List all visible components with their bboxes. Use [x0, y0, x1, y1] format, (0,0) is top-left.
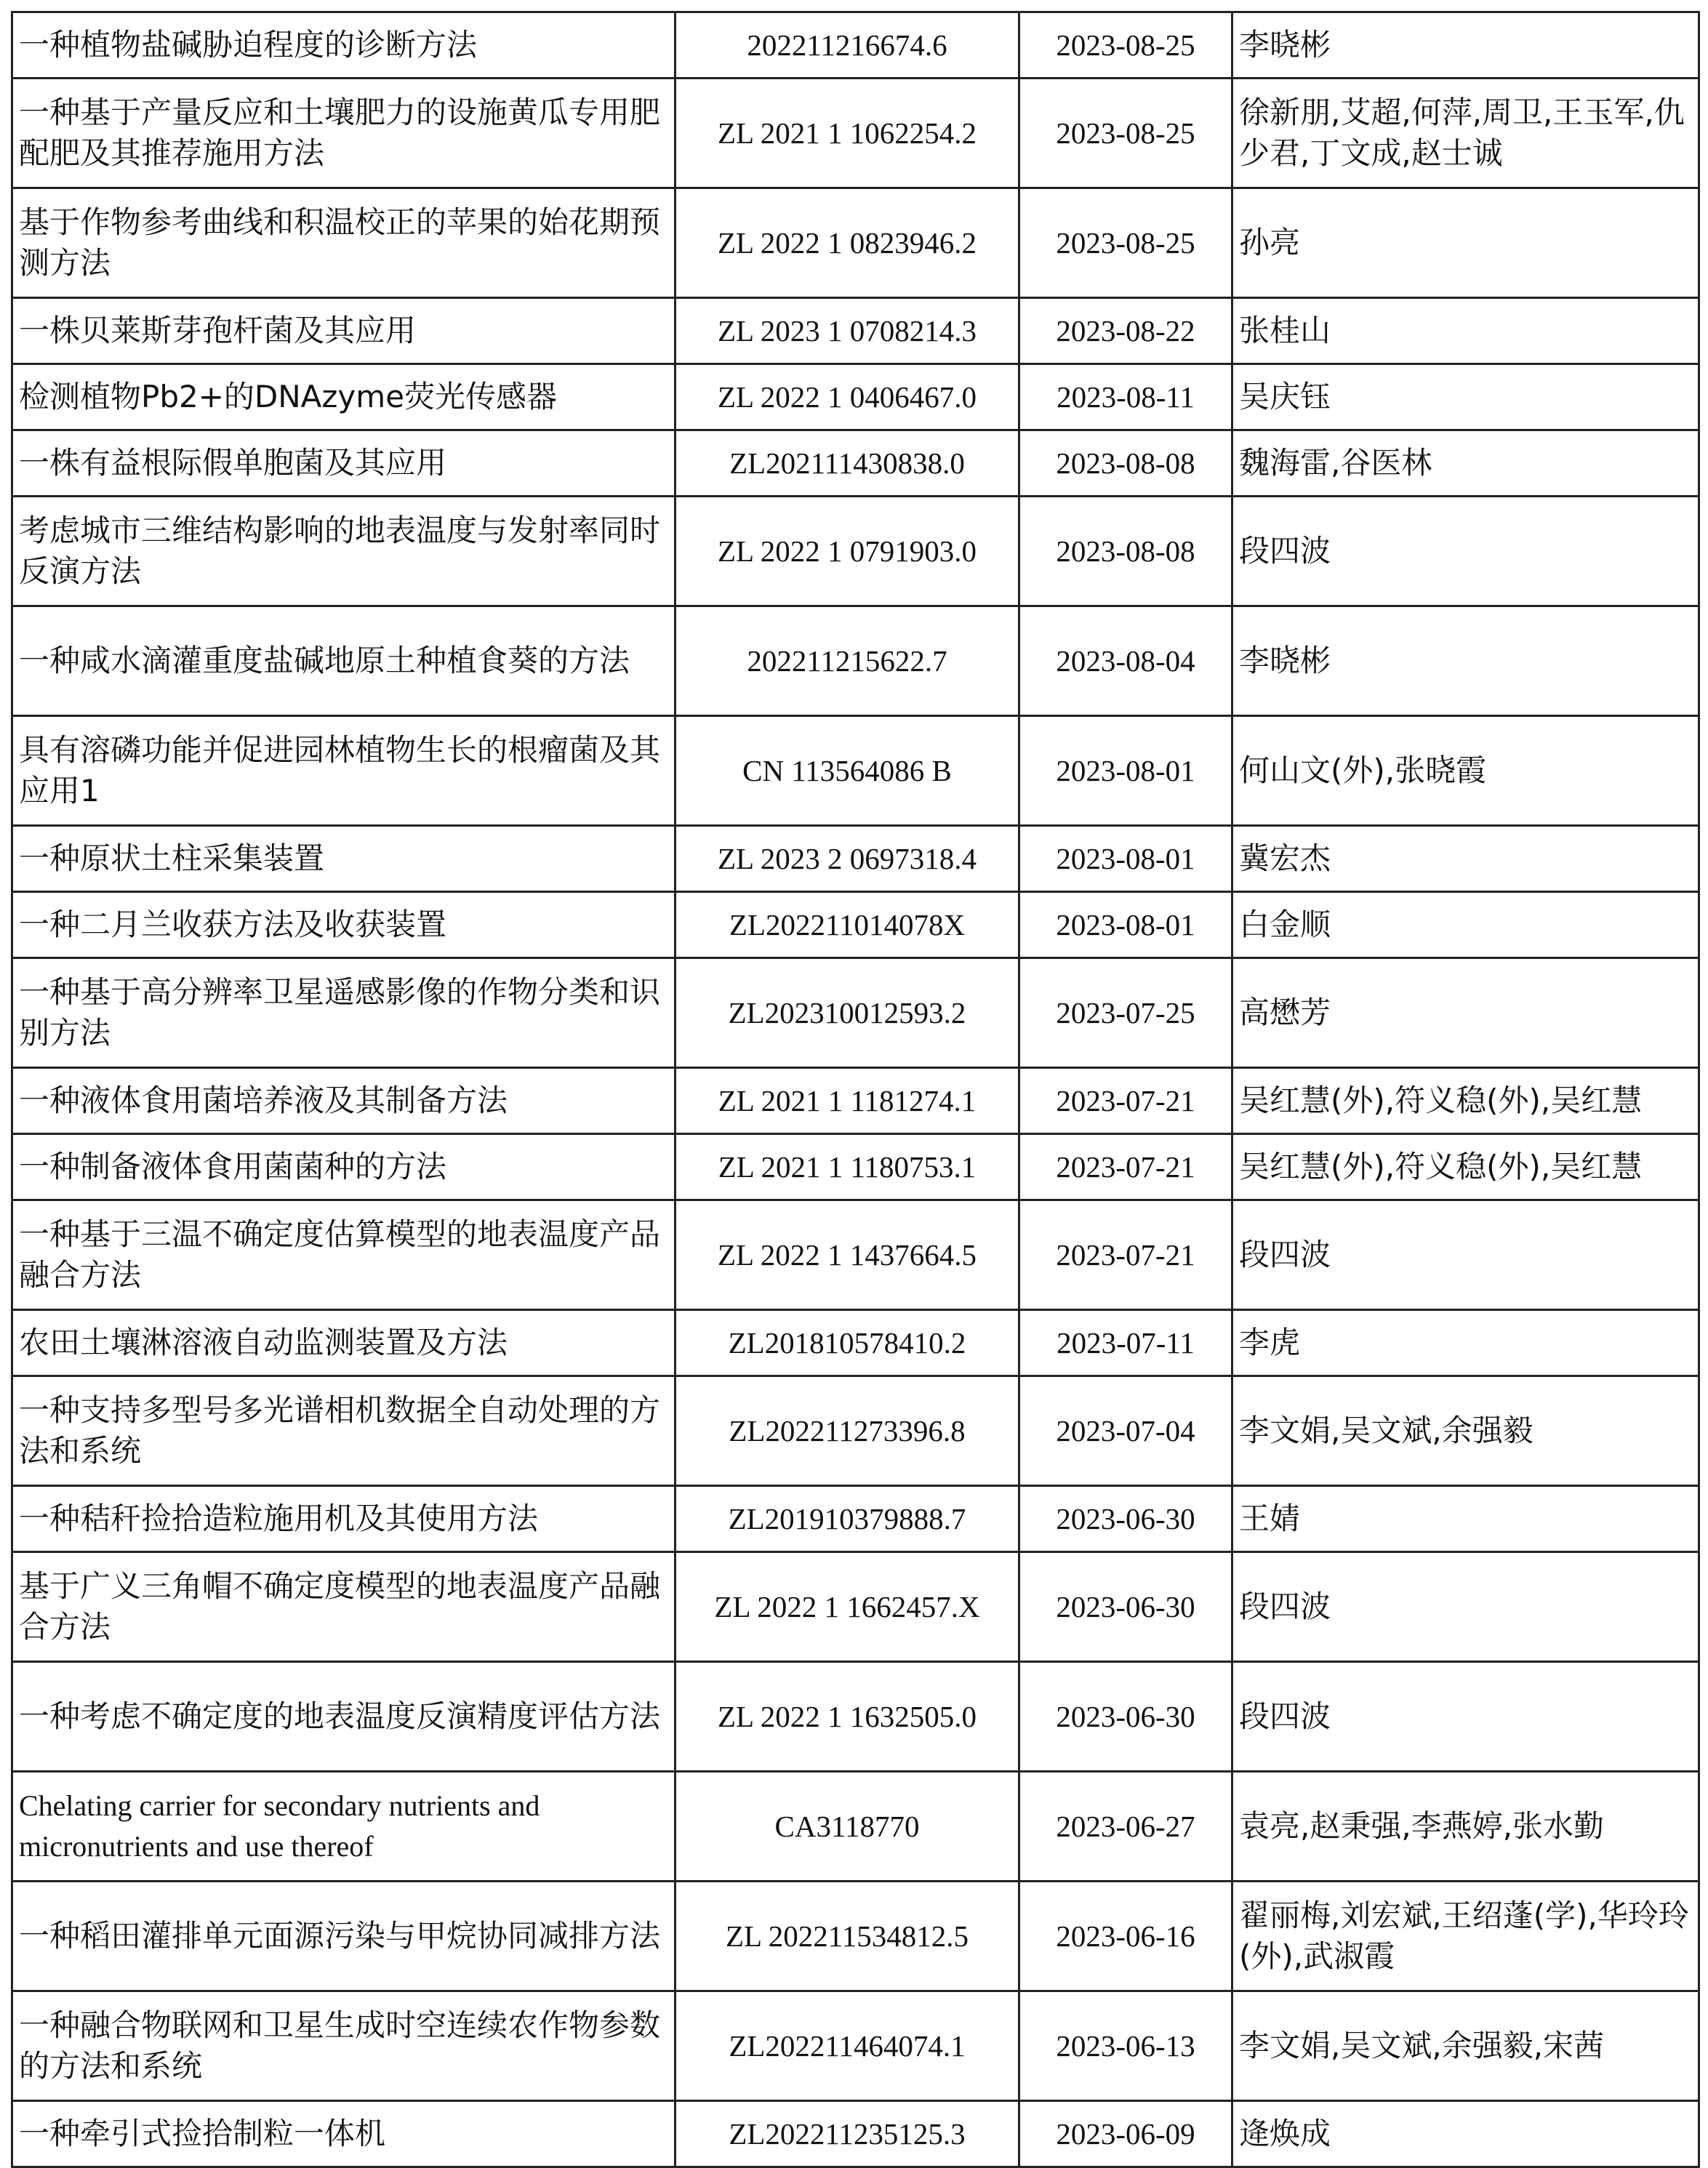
grant-date: 2023-06-30 — [1019, 1662, 1232, 1772]
grant-date: 2023-07-21 — [1019, 1200, 1232, 1310]
table-row — [12, 892, 1699, 958]
patent-number: ZL 2021 1 1062254.2 — [675, 79, 1019, 188]
patent-title: 一种植物盐碱胁迫程度的诊断方法 — [12, 12, 675, 79]
patent-title: 一种考虑不确定度的地表温度反演精度评估方法 — [12, 1662, 675, 1772]
inventors: 李虎 — [1232, 1310, 1699, 1376]
patent-title: 一种二月兰收获方法及收获装置 — [12, 892, 675, 958]
patent-number: ZL 2022 1 1632505.0 — [675, 1662, 1019, 1772]
table-row — [12, 1486, 1699, 1552]
table-row — [12, 1552, 1699, 1662]
patent-number: ZL 2022 1 0406467.0 — [675, 364, 1019, 430]
patent-number: CN 113564086 B — [675, 716, 1019, 826]
patent-title: 检测植物Pb2+的DNAzyme荧光传感器 — [12, 364, 675, 430]
inventors: 李文娟,吴文斌,余强毅,宋茜 — [1232, 1991, 1699, 2101]
grant-date: 2023-06-30 — [1019, 1486, 1232, 1552]
grant-date: 2023-08-08 — [1019, 497, 1232, 606]
patent-title: 一种基于产量反应和土壤肥力的设施黄瓜专用肥配肥及其推荐施用方法 — [12, 79, 675, 188]
grant-date: 2023-08-01 — [1019, 892, 1232, 958]
table-row — [12, 430, 1699, 497]
grant-date: 2023-08-01 — [1019, 716, 1232, 826]
table-row — [12, 2101, 1699, 2167]
inventors: 段四波 — [1232, 497, 1699, 606]
patent-title: 一种基于高分辨率卫星遥感影像的作物分类和识别方法 — [12, 958, 675, 1068]
inventors: 魏海雷,谷医林 — [1232, 430, 1699, 497]
patent-title: 考虑城市三维结构影响的地表温度与发射率同时反演方法 — [12, 497, 675, 606]
table-row — [12, 1772, 1699, 1882]
table-row — [12, 606, 1699, 716]
table-row — [12, 1662, 1699, 1772]
inventors: 李晓彬 — [1232, 12, 1699, 79]
grant-date: 2023-08-25 — [1019, 188, 1232, 298]
patent-title: 一种液体食用菌培养液及其制备方法 — [12, 1068, 675, 1134]
patent-title: 基于作物参考曲线和积温校正的苹果的始花期预测方法 — [12, 188, 675, 298]
patent-number: ZL202310012593.2 — [675, 958, 1019, 1068]
patent-title: 一株贝莱斯芽孢杆菌及其应用 — [12, 298, 675, 364]
grant-date: 2023-08-22 — [1019, 298, 1232, 364]
patent-title: 一种融合物联网和卫星生成时空连续农作物参数的方法和系统 — [12, 1991, 675, 2101]
patent-number: ZL201810578410.2 — [675, 1310, 1019, 1376]
inventors: 吴红慧(外),符义稳(外),吴红慧 — [1232, 1134, 1699, 1200]
table-row — [12, 958, 1699, 1068]
inventors: 冀宏杰 — [1232, 826, 1699, 892]
table-row — [12, 298, 1699, 364]
patent-number: ZL 2022 1 1437664.5 — [675, 1200, 1019, 1310]
inventors: 逄焕成 — [1232, 2101, 1699, 2167]
table-row — [12, 79, 1699, 188]
patent-number: 202211216674.6 — [675, 12, 1019, 79]
patent-number: 202211215622.7 — [675, 606, 1019, 716]
inventors: 段四波 — [1232, 1200, 1699, 1310]
patent-title: 基于广义三角帽不确定度模型的地表温度产品融合方法 — [12, 1552, 675, 1662]
patent-title: 一种咸水滴灌重度盐碱地原土种植食葵的方法 — [12, 606, 675, 716]
table-row — [12, 1068, 1699, 1134]
patent-number: ZL 2022 1 0791903.0 — [675, 497, 1019, 606]
patent-number: ZL 2022 1 1662457.X — [675, 1552, 1019, 1662]
inventors: 李文娟,吴文斌,余强毅 — [1232, 1376, 1699, 1486]
inventors: 张桂山 — [1232, 298, 1699, 364]
inventors: 段四波 — [1232, 1662, 1699, 1772]
patent-number: ZL 2021 1 1181274.1 — [675, 1068, 1019, 1134]
table-row — [12, 364, 1699, 430]
table-row — [12, 1310, 1699, 1376]
table-row — [12, 716, 1699, 826]
grant-date: 2023-08-25 — [1019, 79, 1232, 188]
patent-title: 一种牵引式捡拾制粒一体机 — [12, 2101, 675, 2167]
grant-date: 2023-06-30 — [1019, 1552, 1232, 1662]
grant-date: 2023-08-11 — [1019, 364, 1232, 430]
patent-number: ZL202211235125.3 — [675, 2101, 1019, 2167]
grant-date: 2023-08-08 — [1019, 430, 1232, 497]
patent-table — [11, 11, 1700, 2168]
inventors: 翟丽梅,刘宏斌,王绍蓬(学),华玲玲(外),武淑霞 — [1232, 1882, 1699, 1991]
grant-date: 2023-08-01 — [1019, 826, 1232, 892]
inventors: 徐新朋,艾超,何萍,周卫,王玉军,仇少君,丁文成,赵士诚 — [1232, 79, 1699, 188]
patent-number: ZL 2023 1 0708214.3 — [675, 298, 1019, 364]
patent-title: 农田土壤淋溶液自动监测装置及方法 — [12, 1310, 675, 1376]
patent-number: ZL202211273396.8 — [675, 1376, 1019, 1486]
patent-title: 一株有益根际假单胞菌及其应用 — [12, 430, 675, 497]
inventors: 何山文(外),张晓霞 — [1232, 716, 1699, 826]
table-row — [12, 1376, 1699, 1486]
patent-number: ZL201910379888.7 — [675, 1486, 1019, 1552]
patent-number: ZL 2023 2 0697318.4 — [675, 826, 1019, 892]
table-row — [12, 826, 1699, 892]
table-row — [12, 1991, 1699, 2101]
inventors: 王婧 — [1232, 1486, 1699, 1552]
patent-title: Chelating carrier for secondary nutrients and micronutrients and use thereof — [12, 1772, 675, 1882]
patent-title: 一种稻田灌排单元面源污染与甲烷协同减排方法 — [12, 1882, 675, 1991]
grant-date: 2023-06-09 — [1019, 2101, 1232, 2167]
grant-date: 2023-07-11 — [1019, 1310, 1232, 1376]
inventors: 李晓彬 — [1232, 606, 1699, 716]
patent-number: ZL202211464074.1 — [675, 1991, 1019, 2101]
inventors: 段四波 — [1232, 1552, 1699, 1662]
table-row — [12, 12, 1699, 79]
inventors: 高懋芳 — [1232, 958, 1699, 1068]
table-row — [12, 1882, 1699, 1991]
inventors: 吴庆钰 — [1232, 364, 1699, 430]
grant-date: 2023-07-04 — [1019, 1376, 1232, 1486]
table-row — [12, 1200, 1699, 1310]
patent-title: 一种原状土柱采集装置 — [12, 826, 675, 892]
table-row — [12, 497, 1699, 606]
patent-title: 一种制备液体食用菌菌种的方法 — [12, 1134, 675, 1200]
patent-number: ZL 2022 1 0823946.2 — [675, 188, 1019, 298]
patent-number: CA3118770 — [675, 1772, 1019, 1882]
patent-number: ZL202211014078X — [675, 892, 1019, 958]
patent-table-container — [11, 11, 1698, 2168]
grant-date: 2023-06-27 — [1019, 1772, 1232, 1882]
patent-number: ZL 202211534812.5 — [675, 1882, 1019, 1991]
inventors: 白金顺 — [1232, 892, 1699, 958]
inventors: 吴红慧(外),符义稳(外),吴红慧 — [1232, 1068, 1699, 1134]
grant-date: 2023-07-25 — [1019, 958, 1232, 1068]
patent-title: 具有溶磷功能并促进园林植物生长的根瘤菌及其应用1 — [12, 716, 675, 826]
patent-number: ZL202111430838.0 — [675, 430, 1019, 497]
grant-date: 2023-08-04 — [1019, 606, 1232, 716]
inventors: 孙亮 — [1232, 188, 1699, 298]
table-row — [12, 1134, 1699, 1200]
grant-date: 2023-06-13 — [1019, 1991, 1232, 2101]
grant-date: 2023-06-16 — [1019, 1882, 1232, 1991]
patent-title: 一种基于三温不确定度估算模型的地表温度产品融合方法 — [12, 1200, 675, 1310]
grant-date: 2023-08-25 — [1019, 12, 1232, 79]
grant-date: 2023-07-21 — [1019, 1068, 1232, 1134]
patent-title: 一种秸秆捡拾造粒施用机及其使用方法 — [12, 1486, 675, 1552]
inventors: 袁亮,赵秉强,李燕婷,张水勤 — [1232, 1772, 1699, 1882]
table-row — [12, 188, 1699, 298]
grant-date: 2023-07-21 — [1019, 1134, 1232, 1200]
patent-title: 一种支持多型号多光谱相机数据全自动处理的方法和系统 — [12, 1376, 675, 1486]
patent-number: ZL 2021 1 1180753.1 — [675, 1134, 1019, 1200]
